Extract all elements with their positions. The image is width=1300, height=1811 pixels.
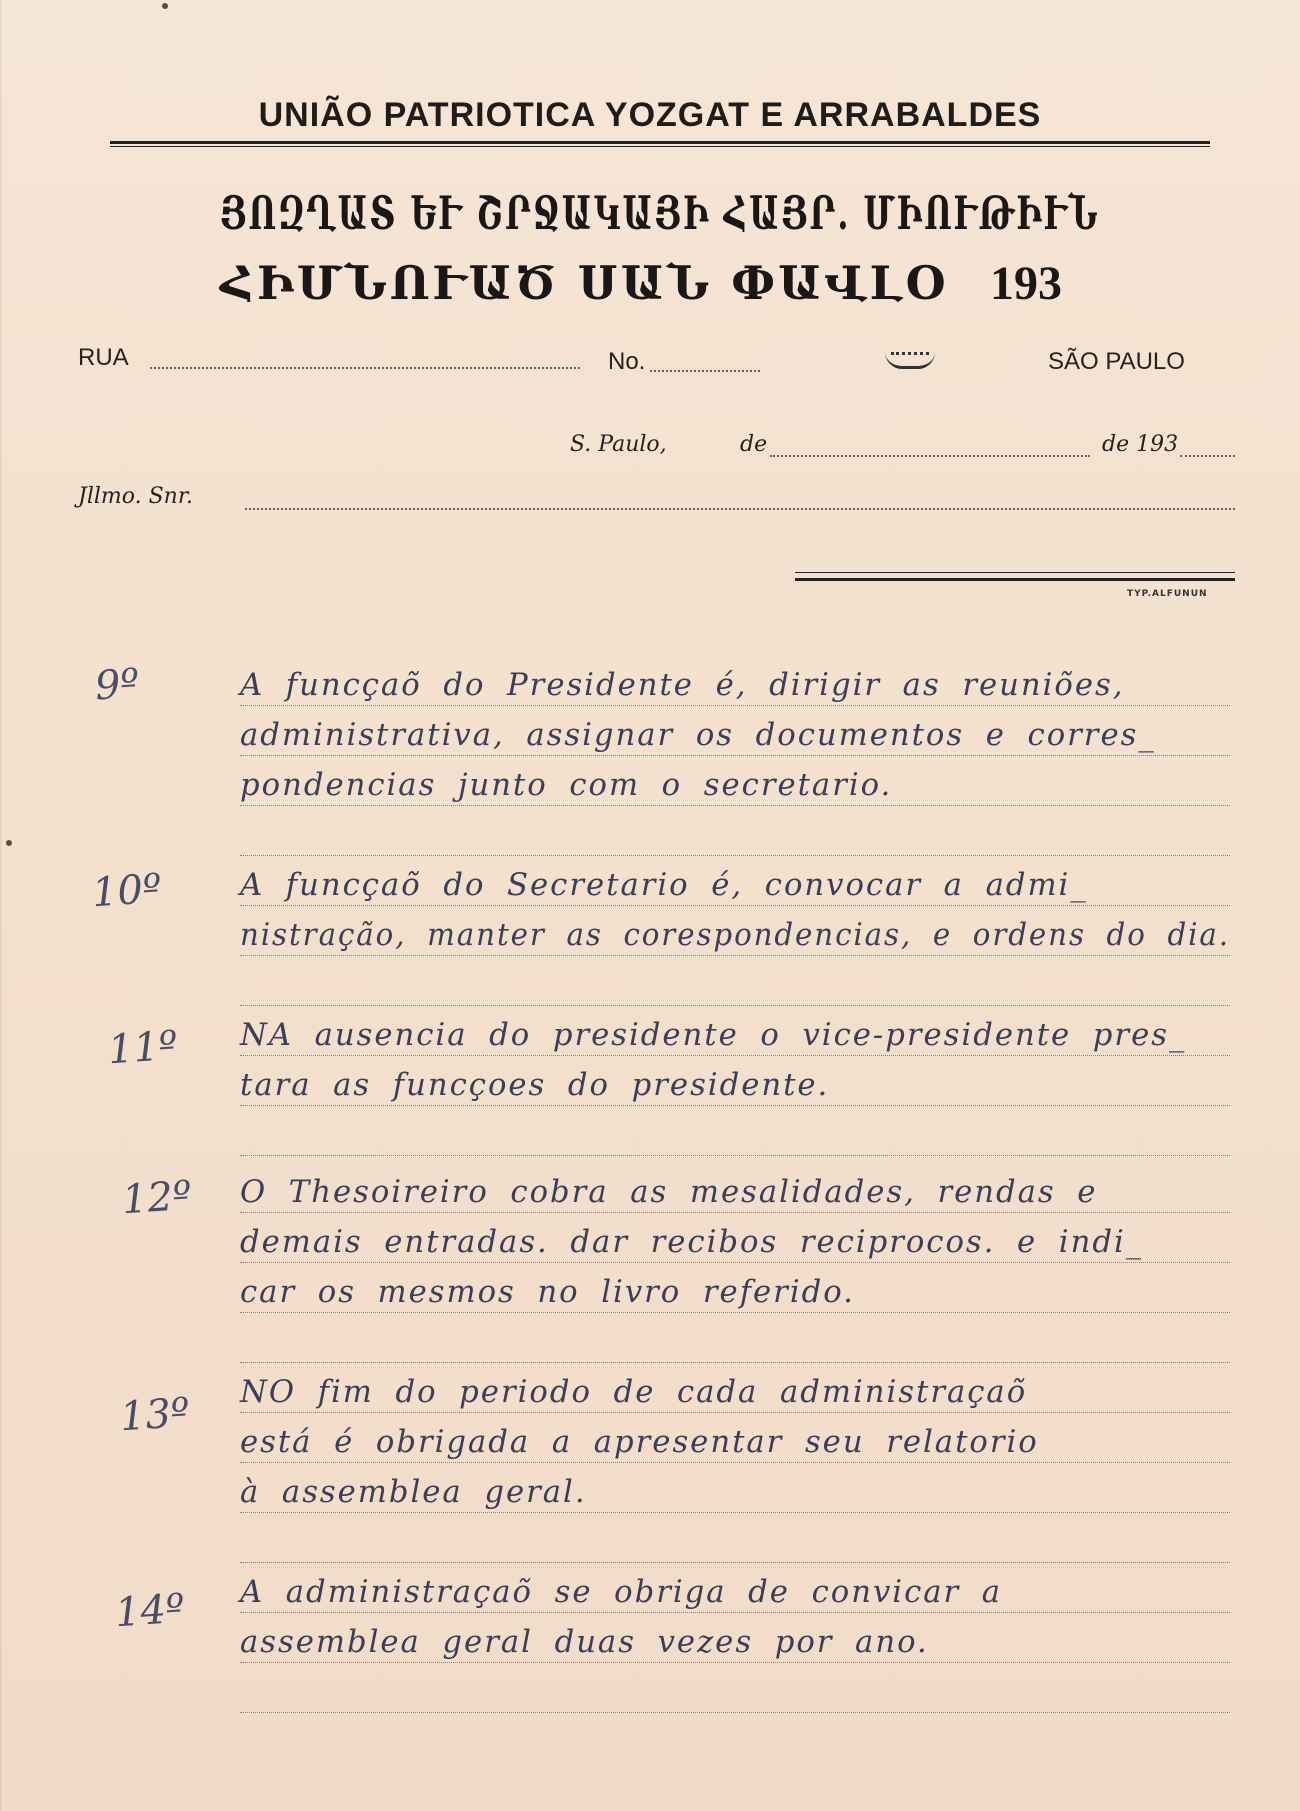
date-year-label: de 193 [1102,432,1179,457]
article-text-line: A funcçaõ do Presidente é, dirigir as reuniões, [240,667,1125,703]
article-number: 10º [90,865,164,917]
article-number: 12º [120,1172,194,1224]
place-label: S. Paulo, [570,432,667,457]
letterhead-year: 193 [990,257,1062,310]
paper-edge [0,0,2,1811]
article-text-line: demais entradas. dar recibos reciprocos. e indi_ [240,1224,1144,1260]
article-number: 11º [106,1022,180,1074]
letterhead-title: UNIÃO PATRIOTICA YOZGAT E ARRABALDES [258,96,1042,134]
rua-field-line [150,367,580,369]
article-text-line: NO fim do periodo de cada administraçaõ [240,1374,1028,1410]
letterhead-rule [110,141,1210,144]
armenian-title-line-1: ՅՈԶՂԱՏ ԵՒ ՇՐՋԱԿԱՅԻ ՀԱՅՐ. ՄԻՈՒԹԻՒՆ [220,186,1100,240]
header-bottom-rule [795,578,1235,581]
date-day-line [770,455,1090,457]
article-text-line: nistração, manter as corespondencias, e ordens do dia. [240,917,1230,953]
article-text-line: está é obrigada a apresentar seu relatorio [240,1424,1039,1460]
letterhead-rule-thin [110,146,1210,147]
article-text-line: pondencias junto com o secretario. [240,767,893,803]
article-number: 13º [118,1389,192,1441]
rua-label: RUA [78,344,129,371]
article-text-line: tara as funcçoes do presidente. [240,1067,830,1103]
header-bottom-rule-thin [795,572,1235,573]
recipient-label: Jllmo. Snr. [78,484,193,509]
armenian-title-line-2: ՀԻՄՆՈՒԱԾ ՍԱՆ ՓԱՎԼՕ [220,256,949,310]
number-label: No. [608,348,646,375]
article-text-line: à assemblea geral. [240,1474,587,1510]
date-year-line [1180,455,1235,457]
number-field-line [650,370,760,372]
ornament-icon [885,352,935,369]
printer-mark: TYP.ALFUNUN [1127,589,1208,599]
article-text-line: administrativa, assignar os documentos e corres_ [240,717,1156,753]
paper-mark [6,840,12,846]
article-number: 9º [93,660,141,710]
date-de-label: de [740,432,768,457]
paper-mark [162,3,168,9]
article-number: 14º [113,1585,187,1637]
article-text-line: assemblea geral duas vezes por ano. [240,1624,929,1660]
article-text-line: car os mesmos no livro referido. [240,1274,855,1310]
article-text-line: A funcçaõ do Secretario é, convocar a admi_ [240,867,1088,903]
article-text-line: O Thesoireiro cobra as mesalidades, rendas e [240,1174,1098,1210]
city-label: SÃO PAULO [1048,348,1185,375]
article-text-line: NA ausencia do presidente o vice-presidente pres_ [240,1017,1187,1053]
recipient-field-line [245,508,1235,510]
article-text-line: A administraçaõ se obriga de convicar a [240,1574,1003,1610]
